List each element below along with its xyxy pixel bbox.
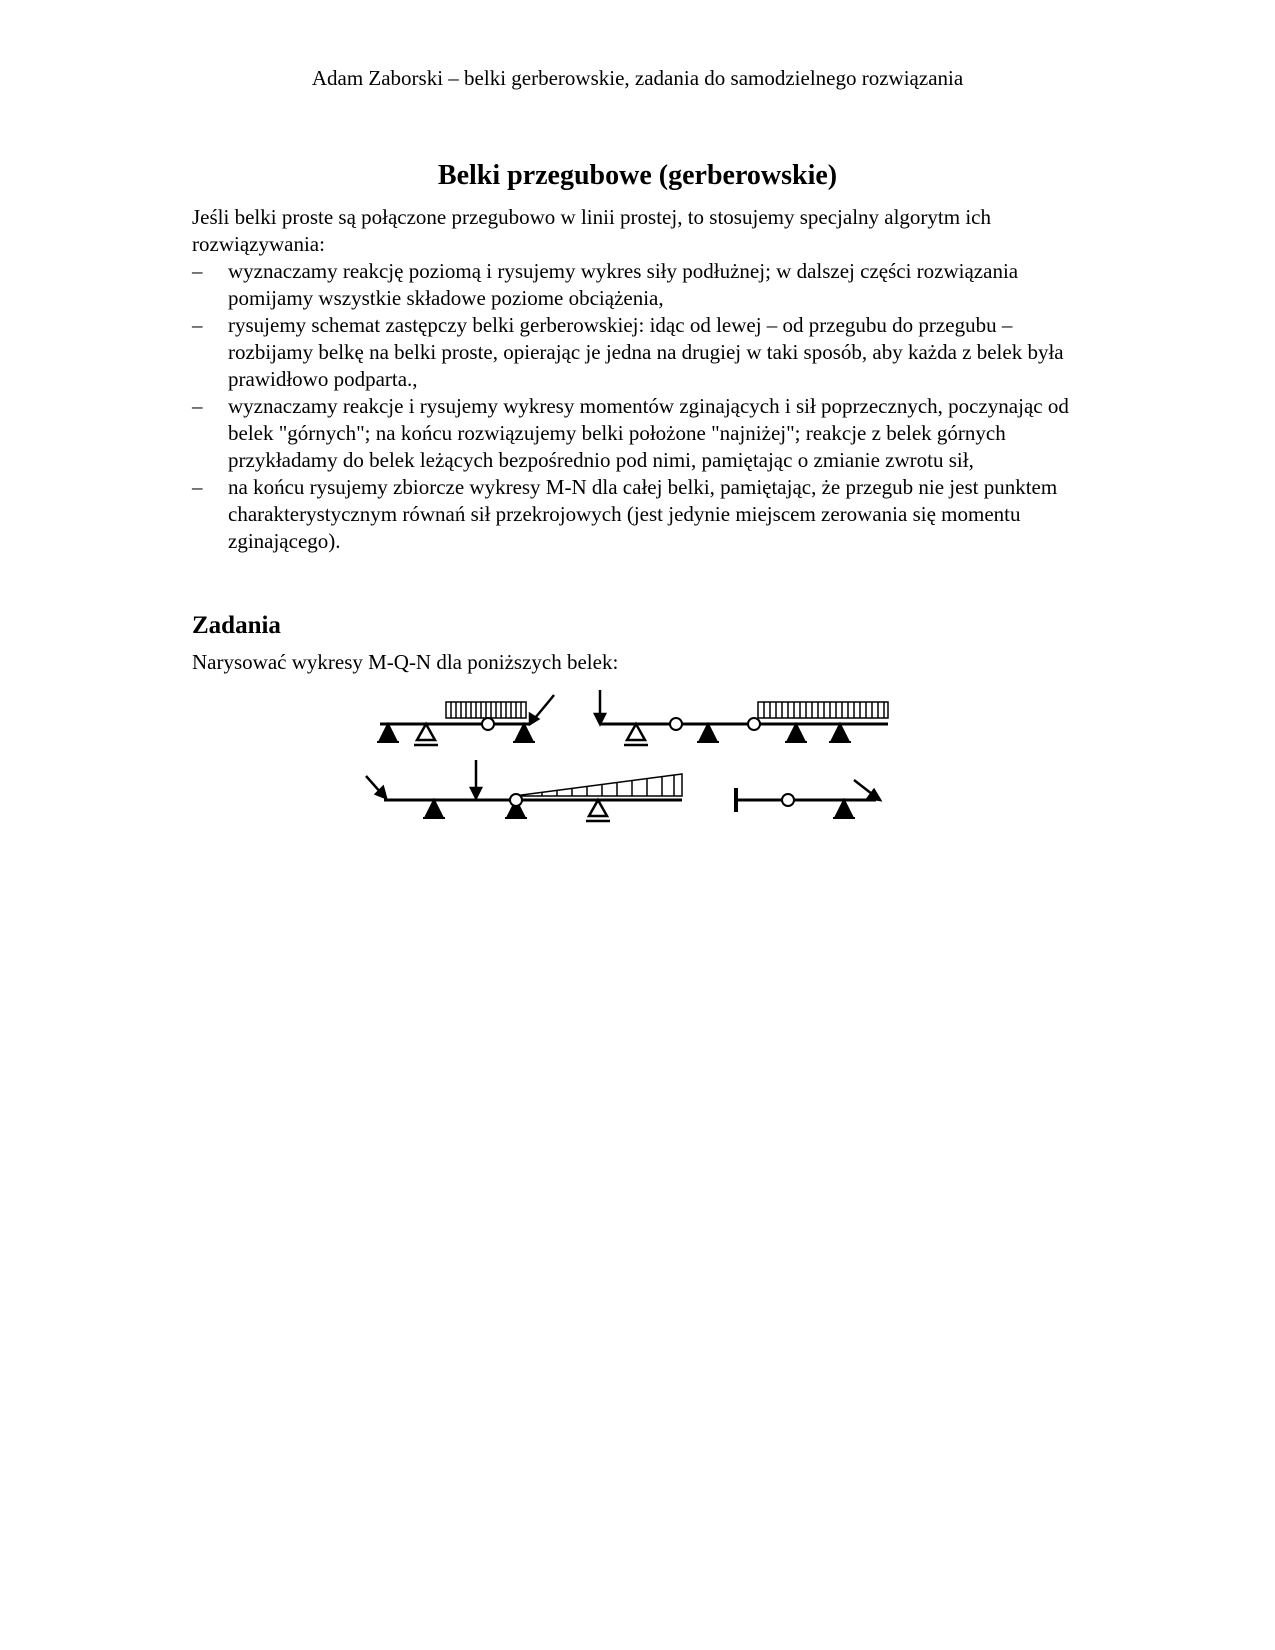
beam-diagram-1 [380, 690, 560, 750]
hinge [482, 718, 494, 730]
fixed-pin-support [423, 800, 445, 818]
roller-support [624, 724, 648, 745]
list-dash: – [192, 259, 203, 283]
list-dash: – [192, 394, 203, 418]
intro-paragraph: Jeśli belki proste są połączone przegubowo w linii prostej, to stosujemy specjalny algorytm ich rozwiązywania: [192, 205, 991, 256]
fixed-pin-support [697, 724, 719, 742]
step-item [192, 258, 1092, 312]
roller-support [414, 724, 438, 745]
inclined-force-arrow [854, 780, 880, 800]
step-item [192, 474, 1092, 555]
fixed-pin-support [513, 724, 535, 742]
roller-support [586, 800, 610, 821]
list-dash: – [192, 475, 203, 499]
distributed-load [758, 702, 888, 718]
step-text: rysujemy schemat zastępczy belki gerberowskiej: idąc od lewej – od przegubu do przegubu – rozbijamy belkę na belki proste, opierając je jedna na drugiej w taki sposób, aby każda z belek była prawidłowo podparta., [228, 313, 1064, 391]
step-item [192, 393, 1092, 474]
section-title: Zadania [192, 612, 281, 639]
task-instruction: Narysować wykresy M-Q-N dla poniższych belek: [192, 650, 619, 674]
fixed-pin-support [829, 724, 851, 742]
hinged-fixed-support [505, 794, 527, 818]
distributed-load [446, 702, 526, 718]
hinge [782, 794, 794, 806]
fixed-pin-support [833, 800, 855, 818]
list-dash: – [192, 313, 203, 337]
document-title: Belki przegubowe (gerberowskie) [437, 160, 838, 191]
point-force-arrow [471, 760, 481, 798]
triangular-load [514, 774, 682, 796]
beam-diagram-3 [362, 760, 692, 830]
algorithm-steps [192, 258, 1092, 555]
beam-diagram-2 [590, 690, 890, 750]
fixed-pin-support [377, 724, 399, 742]
step-text: wyznaczamy reakcje i rysujemy wykresy momentów zginających i sił poprzecznych, poczynając od belek "górnych"; na końcu rozwiązujemy belki położone "najniżej"; reakcje z belek górnych przykładamy do belek leżących bezpośrednio pod nimi, pamiętając o zmianie zwrotu sił, [228, 394, 1069, 472]
beam-diagram-4 [724, 770, 884, 830]
step-item [192, 312, 1092, 393]
fixed-pin-support [785, 724, 807, 742]
inclined-force-arrow [366, 776, 386, 798]
step-text: na końcu rysujemy zbiorcze wykresy M-N dla całej belki, pamiętając, że przegub nie jest punktem charakterystycznym równań sił przekrojowych (jest jedynie miejscem zerowania się momentu zginającego). [228, 475, 1058, 553]
point-force-arrow [595, 690, 605, 724]
inclined-force-arrow [530, 695, 554, 724]
page-header: Adam Zaborski – belki gerberowskie, zadania do samodzielnego rozwiązania [311, 66, 964, 90]
hinge [670, 718, 682, 730]
hinge [748, 718, 760, 730]
step-text: wyznaczamy reakcję poziomą i rysujemy wykres siły podłużnej; w dalszej części rozwiązania pomijamy wszystkie składowe poziome obciążenia, [228, 259, 1019, 310]
